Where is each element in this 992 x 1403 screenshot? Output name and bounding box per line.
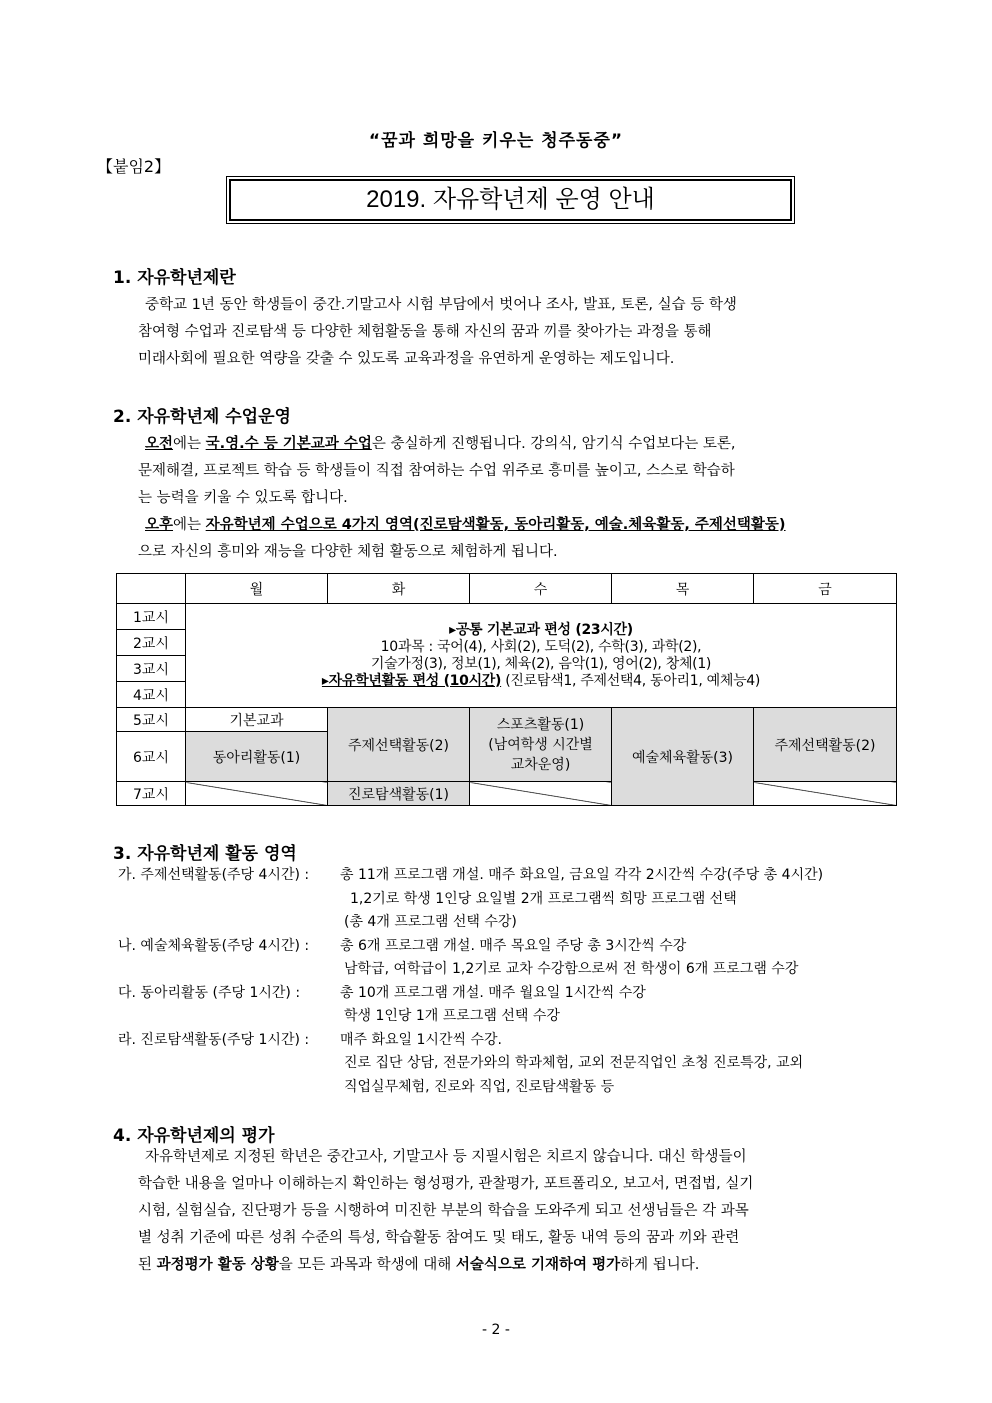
fri-topic-selection-cell: 주제선택활동(2) bbox=[754, 708, 897, 782]
wed-sports-line: 교차운영) bbox=[510, 756, 571, 773]
section4-line: 학습한 내용을 얼마나 이해하는지 확인하는 형성평가, 관찰평가, 포트폴리오, 보고서, 면접법, 실기 bbox=[138, 1176, 754, 1192]
descriptive-evaluation-term: 서술식으로 기재하여 평가 bbox=[455, 1257, 621, 1273]
period-label: 4교시 bbox=[117, 682, 186, 708]
section4-line: 자유학년제로 지정된 학년은 중간고사, 기말고사 등 지필시험은 치르지 않습니다. 대신 학생들이 bbox=[145, 1149, 747, 1165]
section1-line: 참여형 수업과 진로탐색 등 다양한 체험활동을 통해 자신의 꿈과 끼를 찾아가는 과정을 통해 bbox=[138, 324, 712, 340]
item-label: 가. 주제선택활동(주당 4시간) : bbox=[118, 867, 310, 883]
list-item-cont bbox=[118, 1052, 888, 1076]
morning-term: 오전 bbox=[145, 436, 174, 452]
item-text: 총 6개 프로그램 개설. 매주 목요일 주당 총 3시간씩 수강 bbox=[340, 937, 687, 954]
section4-last-line bbox=[138, 1252, 878, 1279]
afternoon-term: 오후 bbox=[145, 517, 174, 533]
item-text: 총 10개 프로그램 개설. 매주 월요일 1시간씩 수강 bbox=[340, 984, 646, 1001]
tue-career-cell: 진로탐색활동(1) bbox=[328, 782, 470, 806]
section1-heading: 1. 자유학년제란 bbox=[113, 268, 236, 288]
item-text: 매주 화요일 1시간씩 수강. bbox=[340, 1031, 502, 1048]
text-span: 을 모든 과목과 학생에 대해 bbox=[278, 1257, 456, 1273]
section2-afternoon-line bbox=[138, 512, 878, 539]
section3-heading: 3. 자유학년제 활동 영역 bbox=[113, 844, 297, 864]
table-row bbox=[117, 782, 897, 806]
day-header: 월 bbox=[186, 574, 328, 604]
table-row bbox=[117, 604, 897, 630]
list-item-cont bbox=[118, 958, 888, 982]
mon-period5-cell: 기본교과 bbox=[186, 708, 328, 732]
period-label: 6교시 bbox=[117, 732, 186, 782]
item-cont: 진로 집단 상담, 전문가와의 학과체험, 교외 전문직업인 초청 진로특강, 교외 bbox=[344, 1055, 804, 1071]
section2-line: 는 능력을 키울 수 있도록 합니다. bbox=[138, 490, 348, 506]
section1-line: 미래사회에 필요한 역량을 갖출 수 있도록 교육과정을 유연하게 운영하는 제도입니다. bbox=[138, 351, 675, 367]
section2-line: 으로 자신의 흥미와 재능을 다양한 체험 활동으로 체험하게 됩니다. bbox=[138, 544, 558, 560]
wed-sports-cell bbox=[470, 708, 612, 782]
list-item bbox=[118, 1029, 888, 1053]
item-cont: 1,2기로 학생 1인당 요일별 2개 프로그램씩 희망 프로그램 선택 bbox=[350, 890, 737, 907]
text-span: 에는 bbox=[173, 517, 206, 533]
empty-slash-cell bbox=[186, 782, 328, 806]
period-label: 1교시 bbox=[117, 604, 186, 630]
list-item-cont bbox=[118, 1005, 888, 1029]
item-cont: 남학급, 여학급이 1,2기로 교차 수강함으로써 전 학생이 6개 프로그램 수강 bbox=[344, 961, 799, 977]
item-label: 나. 예술체육활동(주당 4시간) : bbox=[118, 937, 310, 954]
thu-arts-pe-cell: 예술체육활동(3) bbox=[612, 708, 754, 806]
school-motto: “꿈과 희망을 키우는 청주동중” bbox=[368, 131, 624, 151]
weekly-schedule-table bbox=[116, 573, 897, 806]
list-item-cont bbox=[118, 911, 888, 935]
section1-line: 중학교 1년 동안 학생들이 중간.기말고사 시험 부담에서 벗어나 조사, 발표, 토론, 실습 등 학생 bbox=[145, 297, 737, 313]
item-cont: 직업실무체험, 진로와 직업, 진로탐색활동 등 bbox=[344, 1078, 615, 1095]
attachment-label: 【붙임2】 bbox=[97, 157, 171, 176]
table-header-row bbox=[117, 574, 897, 604]
section2-line: 문제해결, 프로젝트 학습 등 학생들이 직접 참여하는 수업 위주로 흥미를 높이고, 스스로 학습하 bbox=[138, 463, 735, 479]
section2-morning-line bbox=[138, 431, 878, 458]
period-label: 5교시 bbox=[117, 708, 186, 732]
activity-areas-list bbox=[118, 864, 888, 1099]
item-label: 라. 진로탐색활동(주당 1시간) : bbox=[118, 1031, 310, 1048]
empty-slash-cell bbox=[754, 782, 897, 806]
list-item bbox=[118, 935, 888, 959]
document-title: 2019. 자유학년제 운영 안내 bbox=[366, 186, 655, 213]
core-subjects-term: 국.영.수 등 기본교과 수업 bbox=[205, 436, 372, 452]
empty-slash-cell bbox=[470, 782, 612, 806]
page-number: - 2 - bbox=[482, 1322, 510, 1338]
text-span: 된 bbox=[138, 1257, 157, 1273]
common-curriculum-cell bbox=[186, 604, 897, 708]
section4-line: 별 성취 기준에 따른 성취 수준의 특성, 학습활동 참여도 및 태도, 활동 내역 등의 꿈과 끼와 관련 bbox=[138, 1230, 740, 1246]
day-header: 목 bbox=[612, 574, 754, 604]
section4-heading: 4. 자유학년제의 평가 bbox=[113, 1126, 275, 1146]
period-label: 7교시 bbox=[117, 782, 186, 806]
free-year-areas-term: 자유학년제 수업으로 4가지 영역(진로탐색활동, 동아리활동, 예술.체육활동, 주제선택활동) bbox=[205, 517, 786, 533]
list-item-cont bbox=[118, 1076, 888, 1100]
free-year-title: ▸자유학년활동 편성 (10시간) bbox=[321, 672, 502, 689]
section4-line: 시험, 실험실습, 진단평가 등을 시행하여 미진한 부분의 학습을 도와주게 되고 선생님들은 각 과목 bbox=[138, 1203, 749, 1219]
period-label: 3교시 bbox=[117, 656, 186, 682]
list-item bbox=[118, 864, 888, 888]
table-row bbox=[117, 708, 897, 732]
common-curriculum-line: 10과목 : 국어(4), 사회(2), 도덕(2), 수학(3), 과학(2), bbox=[380, 638, 702, 655]
section2-body bbox=[138, 431, 878, 566]
corner-cell bbox=[117, 574, 186, 604]
list-item-cont bbox=[118, 888, 888, 912]
item-text: 총 11개 프로그램 개설. 매주 화요일, 금요일 각각 2시간씩 수강(주당 총 4시간) bbox=[340, 867, 824, 883]
text-span: 하게 됩니다. bbox=[620, 1257, 700, 1273]
free-year-detail: (진로탐색1, 주제선택4, 동아리1, 예체능4) bbox=[501, 672, 761, 689]
process-evaluation-term: 과정평가 활동 상황 bbox=[156, 1257, 279, 1273]
period-label: 2교시 bbox=[117, 630, 186, 656]
day-header: 화 bbox=[328, 574, 470, 604]
document-title-box bbox=[229, 179, 792, 221]
item-label: 다. 동아리활동 (주당 1시간) : bbox=[118, 984, 301, 1001]
day-header: 수 bbox=[470, 574, 612, 604]
item-cont: 학생 1인당 1개 프로그램 선택 수강 bbox=[344, 1008, 560, 1024]
item-cont: (총 4개 프로그램 선택 수강) bbox=[344, 914, 517, 930]
text-span: 에는 bbox=[173, 436, 206, 452]
text-span: 은 충실하게 진행됩니다. 강의식, 암기식 수업보다는 토론, bbox=[371, 436, 736, 452]
wed-sports-line: 스포츠활동(1) bbox=[496, 716, 585, 733]
mon-club-cell: 동아리활동(1) bbox=[186, 732, 328, 782]
free-year-allocation bbox=[186, 673, 896, 690]
section2-heading: 2. 자유학년제 수업운영 bbox=[113, 407, 291, 427]
wed-sports-line: (남여학생 시간별 bbox=[488, 736, 593, 753]
day-header: 금 bbox=[754, 574, 897, 604]
section1-body bbox=[138, 292, 878, 373]
section4-body bbox=[138, 1144, 878, 1279]
common-curriculum-line: 기술가정(3), 정보(1), 체육(2), 음악(1), 영어(2), 창체(1) bbox=[370, 655, 712, 672]
tue-topic-selection-cell: 주제선택활동(2) bbox=[328, 708, 470, 782]
common-curriculum-title: ▸공통 기본교과 편성 (23시간) bbox=[449, 621, 633, 638]
list-item bbox=[118, 982, 888, 1006]
